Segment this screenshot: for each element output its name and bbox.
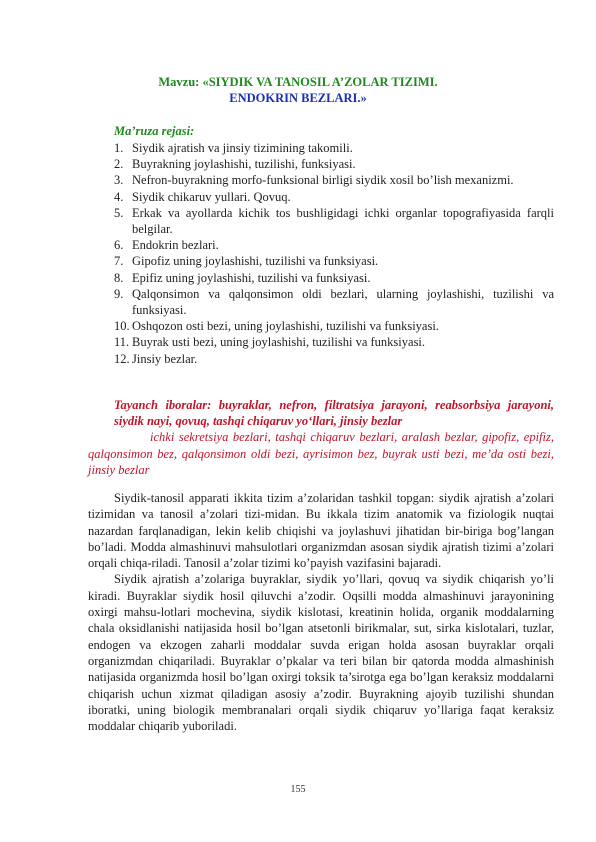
item-number: 10. [114,319,130,334]
item-number: 5. [114,205,124,220]
body-text [88,490,554,734]
item-text: Nefron-buyrakning morfo-funksional birligi siydik xosil bo’lish mexanizmi. [132,173,514,188]
item-text: Oshqozon osti bezi, uning joylashishi, tuzilishi va funksiyasi. [132,319,439,334]
list-item [114,270,554,286]
item-text: Siydik ajratish va jinsiy tizimining takomili. [132,141,353,155]
item-number: 9. [114,286,124,301]
lecture-title [0,74,596,106]
list-item [114,156,554,172]
item-number: 3. [114,173,124,188]
key-terms-line-1: Tayanch iboralar: buyraklar, nefron, filtratsiya jarayoni, reabsorbsiya jarayoni, siydik nayi, qovuq, tashqi chiqaruv yo‘llari, jinsiy bezlar [114,398,554,429]
list-item [114,140,554,156]
list-item [114,334,554,350]
list-item [114,237,554,253]
item-text: Jinsiy bezlar. [132,351,198,366]
title-line-1: Mavzu: «SIYDIK VA TANOSIL A’ZOLAR TIZIMI. [158,75,438,89]
list-item [114,318,554,334]
item-number: 1. [114,141,124,155]
key-terms-line-2: ichki sekretsiya bezlari, tashqi chiqaruv bezlari, aralash bezlar, gipofiz, epifiz, qalqonsimon bez, qalqonsimon oldi bezi, ayrisimon bez, buyrak usti bezi, me’da osti bezi, jinsiy bezlar [88,430,554,477]
list-item [114,286,554,318]
list-item [114,351,554,367]
item-text: Buyrakning joylashishi, tuzilishi, funksiyasi. [132,157,356,172]
list-item [114,172,554,188]
item-number: 11. [114,335,130,350]
item-text: Siydik chikaruv yullari. Qovuq. [132,189,291,204]
paragraph-1: Siydik-tanosil apparati ikkita tizim a’zolaridan tashkil topgan: siydik ajratish a’zolari tizimidan va tanosil a’zolari tizi-midan. Bu ikkala tizim anatomik va fiziologik nuqtai nazardan farqlanadigan, lekin kelib chiqishi va joylashuvi jihatidan bir-biriga bog’langan bo’ladi. Modda almashinuvi mahsulotlari organizmdan asosan siydik ajratish tizimi a’zolari orqali chiqa-riladi. Tanosil a’zolar tizimi ko’payish vazifasini bajaradi. [88,491,554,571]
item-number: 12. [114,351,130,366]
plan-heading: Ma’ruza rejasi: [114,124,195,138]
item-text: Gipofiz uning joylashishi, tuzilishi va funksiyasi. [132,254,379,269]
item-number: 7. [114,254,124,269]
item-text: Erkak va ayollarda kichik tos bushligidagi ichki organlar topografiyasida farqli belgilar. [132,205,554,237]
list-item [114,189,554,205]
item-number: 6. [114,238,124,253]
title-line-2: ENDOKRIN BEZLARI.» [229,91,367,105]
page-number: 155 [290,784,306,795]
item-number: 8. [114,270,124,285]
item-text: Endokrin bezlari. [132,238,219,253]
paragraph-2: Siydik ajratish a’zolariga buyraklar, siydik yo’llari, qovuq va siydik chiqarish yo’li kiradi. Buyraklar siydik hosil qiluvchi a’zodir. Oqsilli modda almashinuvi jarayonining oxirgi mahsu-lotlari mochevina, siydik kislotasi, kreatinin holida, organik moddalarning chala oksidlanishi natijasida hosil bo’lgan atsetonli birikmalar, sut, sirka kislotalari, tuzlar, endogen va ekzogen zaharli moddalar suvda erigan holda asosan buyraklar orqali organizmdan chiqariladi. Buyraklar o’pkalar va teri bilan bir qatorda modda almashinish natijasida organizmda hosil bo’lgan oxirgi toksik ta’sirotga ega bo’lgan keraksiz moddalarni chiqarish uchun xizmat qiladigan asosiy a’zodir. Buyrakning ajoyib tuzilishi shundan iboratki, uning biologik membranalari orqali siydik chiqaruv yo’llariga faqat keraksiz moddalar chiqarib yuboriladi. [88,572,554,734]
item-text: Qalqonsimon va qalqonsimon oldi bezlari, ularning joylashishi, tuzilishi va funksiyasi. [132,286,554,318]
item-text: Epifiz uning joylashishi, tuzilishi va funksiyasi. [132,270,371,285]
key-terms [88,397,554,478]
lecture-plan-list [114,140,554,367]
list-item [114,253,554,269]
item-number: 2. [114,157,124,172]
item-number: 4. [114,189,124,204]
list-item [114,205,554,237]
item-text: Buyrak usti bezi, uning joylashishi, tuzilishi va funksiyasi. [132,335,426,350]
